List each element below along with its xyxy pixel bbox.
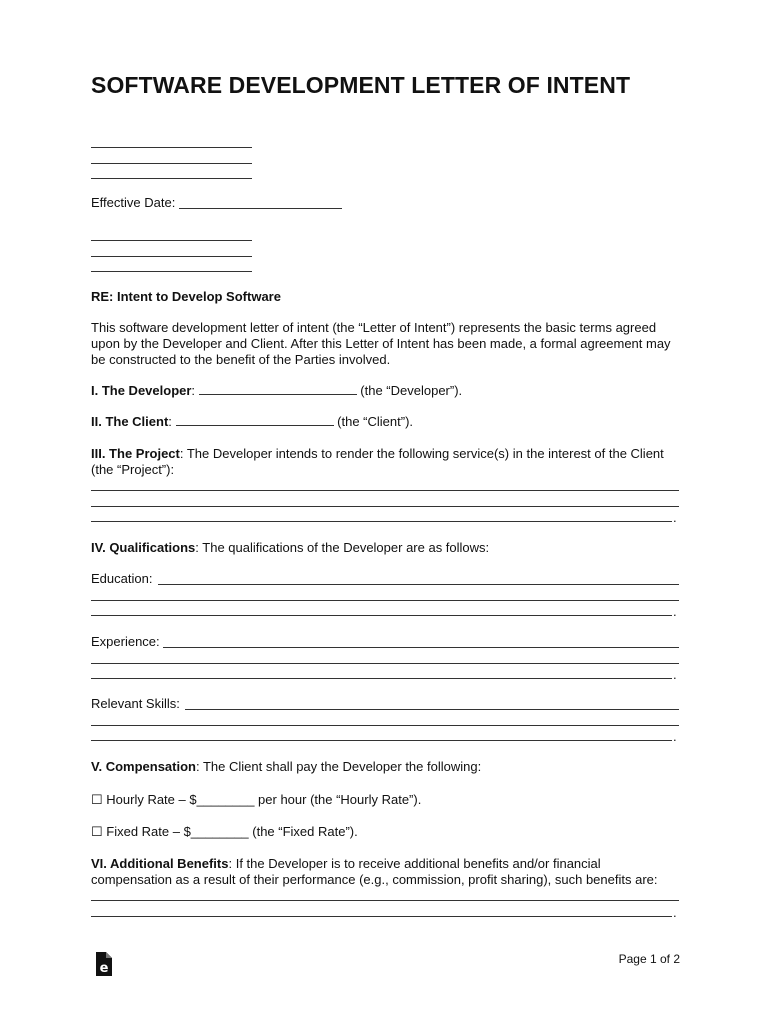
developer-row: I. The Developer: (the “Developer”). [91,383,463,398]
fixed-rate-option[interactable]: ☐ Fixed Rate – $________ (the “Fixed Rate”). [91,824,358,839]
education-line[interactable] [91,615,672,616]
experience-field[interactable] [163,647,679,648]
project-line[interactable] [91,521,672,522]
project-line[interactable] [91,506,679,507]
skills-line[interactable] [91,725,679,726]
compensation-text: The Client shall pay the Developer the following: [202,759,482,774]
benefits-heading: VI. Additional Benefits [91,856,229,871]
compensation-heading: V. Compensation [91,759,196,774]
benefits-line[interactable] [91,900,679,901]
developer-heading: I. The Developer [91,383,192,398]
compensation-row: V. Compensation: The Client shall pay the Developer the following: [91,759,482,774]
developer-suffix: (the “Developer”). [360,383,463,398]
qualifications-heading: IV. Qualifications [91,540,196,555]
education-label: Education: [91,571,153,586]
intro-paragraph: This software development letter of intent (the “Letter of Intent”) represents the basic terms agreed upon by the Developer and Client. After this Letter of Intent has been made, a formal agreement may be constructed to the benefit of the Parties involved. [91,320,671,367]
skills-field[interactable] [185,709,679,710]
period-mark: . [673,667,677,682]
client-field[interactable] [176,414,334,426]
skills-line[interactable] [91,740,672,741]
qualifications-text: The qualifications of the Developer are as follows: [202,540,490,555]
effective-date-label: Effective Date: [91,195,176,210]
benefits-text: If the Developer is to receive additional benefits and/or financial compensation as a result of their performance (e.g., commission, profit sharing), such benefits are: [91,856,658,887]
experience-label: Experience: [91,634,160,649]
page-number: Page 1 of 2 [618,952,680,966]
svg-text:e: e [99,961,109,976]
period-mark: . [673,510,677,525]
benefits-paragraph: VI. Additional Benefits: If the Developer is to receive additional benefits and/or financial compensation as a result of their performance (e.g., commission, profit sharing), such benefits are: [91,856,658,887]
period-mark: . [673,905,677,920]
education-line[interactable] [91,600,679,601]
re-line: RE: Intent to Develop Software [91,289,281,304]
experience-line[interactable] [91,663,679,664]
project-paragraph: III. The Project: The Developer intends to render the following service(s) in the interest of the Client (the “Project”): [91,446,664,477]
project-line[interactable] [91,490,679,491]
developer-field[interactable] [199,383,357,395]
effective-date-field[interactable] [179,208,342,209]
recipient-address-line[interactable] [91,240,252,241]
recipient-address-line[interactable] [91,271,252,272]
period-mark: . [673,729,677,744]
client-row: II. The Client: (the “Client”). [91,414,414,429]
client-heading: II. The Client [91,414,169,429]
client-suffix: (the “Client”). [337,414,414,429]
eforms-logo-icon [94,948,114,978]
education-field[interactable] [158,584,679,585]
benefits-line[interactable] [91,916,672,917]
period-mark: . [673,604,677,619]
hourly-rate-option[interactable]: ☐ Hourly Rate – $________ per hour (the “Hourly Rate”). [91,792,422,807]
experience-line[interactable] [91,678,672,679]
qualifications-row: IV. Qualifications: The qualifications of the Developer are as follows: [91,540,490,555]
recipient-address-line[interactable] [91,256,252,257]
address-line[interactable] [91,147,252,148]
document-title: SOFTWARE DEVELOPMENT LETTER OF INTENT [91,72,631,98]
skills-label: Relevant Skills: [91,696,180,711]
project-text: The Developer intends to render the following service(s) in the interest of the Client (the “Project”): [91,446,664,477]
address-line[interactable] [91,163,252,164]
address-line[interactable] [91,178,252,179]
project-heading: III. The Project [91,446,180,461]
